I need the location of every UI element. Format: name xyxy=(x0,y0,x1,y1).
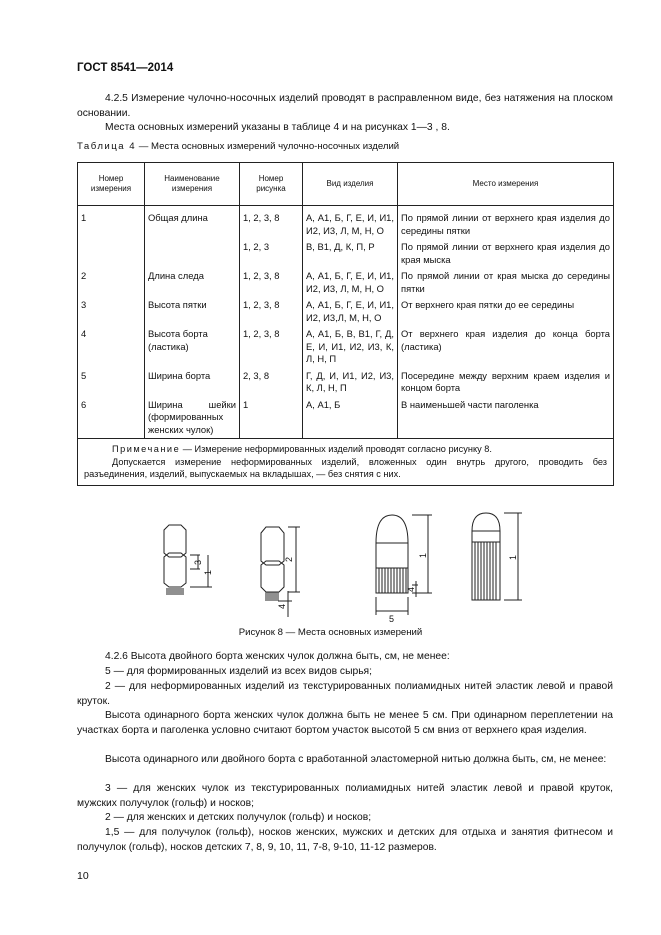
table-cell: 2 xyxy=(78,268,145,297)
table-caption xyxy=(77,141,399,152)
fig-label: 5 xyxy=(389,614,395,623)
page-number: 10 xyxy=(77,870,89,882)
table-cell: Длина следа xyxy=(145,268,240,297)
table-cell: От верхнего края изделия до конца борта (ластика) xyxy=(398,326,614,368)
sock-c-drawing xyxy=(376,515,432,615)
table-cell: 1, 2, 3, 8 xyxy=(240,297,303,326)
table-cell xyxy=(145,239,240,268)
table-row xyxy=(78,206,614,240)
table-cell: По прямой линии от верхнего края изделия до середины пятки xyxy=(398,206,614,240)
table-cell: 6 xyxy=(78,397,145,439)
body-paragraph-2: 5 — для формированных изделий из всех видов сырья; xyxy=(105,666,372,677)
fig-label: 4 xyxy=(277,603,287,609)
table-cell: 2, 3, 8 xyxy=(240,368,303,397)
table-cell: А, А1, Б, В, В1, Г, Д, Е, И, И1, И2, И3, К, Л, Н, П xyxy=(303,326,398,368)
col-header: Номер рисунка xyxy=(240,163,303,206)
table-cell: 1, 2, 3 xyxy=(240,239,303,268)
table-row xyxy=(78,297,614,326)
body-paragraph-5: Высота одинарного или двойного борта с вработанной эластомерной нитью должна быть, см, не менее: xyxy=(105,754,607,765)
table-caption-label: Таблица 4 xyxy=(77,141,137,152)
table-cell: Высота борта (ластика) xyxy=(145,326,240,368)
fig-label: 3 xyxy=(193,559,203,565)
note-line-1: — Измерение неформированных изделий проводят согласно рисунку 8. xyxy=(180,444,492,454)
table-note xyxy=(78,439,614,486)
body-paragraph-8: 1,5 — для получулок (гольф), носков женских, мужских и детских для отдыха и занятия фитнесом и получулок (гольф), носков детских 7, 8, 9, 10, 11, 7-8, 9-10, 11-12 размеров. xyxy=(77,827,613,853)
sock-a-drawing xyxy=(164,525,212,595)
measurements-table xyxy=(77,162,614,486)
col-header: Место измерения xyxy=(398,163,614,206)
table-note-row xyxy=(78,439,614,486)
table-cell: А, А1, Б, Г, Е, И, И1, И2, И3, Л, М, Н, О xyxy=(303,268,398,297)
fig-label: 2 xyxy=(284,556,294,562)
table-cell: 1 xyxy=(240,397,303,439)
fig-label: 1 xyxy=(418,552,428,558)
table-cell: Ширина шейки (формированных женских чулок) xyxy=(145,397,240,439)
table-cell: Высота пятки xyxy=(145,297,240,326)
table-cell: 1, 2, 3, 8 xyxy=(240,268,303,297)
table-cell: А, А1, Б xyxy=(303,397,398,439)
table-cell: В наименьшей части паголенка xyxy=(398,397,614,439)
table-cell: Общая длина xyxy=(145,206,240,240)
intro-paragraph-1: 4.2.5 Измерение чулочно-носочных изделий проводят в расправленном виде, без натяжения на плоском основании. xyxy=(77,93,613,119)
table-cell: 1, 2, 3, 8 xyxy=(240,326,303,368)
table-cell: А, А1, Б, Г, Е, И, И1, И2, И3,Л, М, Н, О xyxy=(303,297,398,326)
figure-caption: Рисунок 8 — Места основных измерений xyxy=(238,627,423,638)
table-cell: А, А1, Б, Г, Е, И, И1, И2, И3, Л, М, Н, О xyxy=(303,206,398,240)
table-cell: Посередине между верхним краем изделия и концом борта xyxy=(398,368,614,397)
table-caption-text: — Места основных измерений чулочно-носочных изделий xyxy=(136,141,400,152)
body-paragraph-3: 2 — для неформированных изделий из текстурированных полиамидных нитей эластик левой и правой круток. xyxy=(77,681,613,707)
table-row xyxy=(78,326,614,368)
table-row xyxy=(78,368,614,397)
note-label: Примечание xyxy=(112,444,181,454)
fig-label: 4 xyxy=(406,586,416,592)
body-paragraph-6: 3 — для женских чулок из текстурированных полиамидных нитей эластик левой и правой круток, мужских получулок (гольф) и носков; xyxy=(77,783,613,809)
table-cell: Ширина борта xyxy=(145,368,240,397)
sock-b-drawing xyxy=(261,527,300,617)
col-header: Наименование измерения xyxy=(145,163,240,206)
table-cell: От верхнего края пятки до ее середины xyxy=(398,297,614,326)
table-cell: По прямой линии от верхнего края изделия до края мыска xyxy=(398,239,614,268)
table-row xyxy=(78,239,614,268)
fig-label: 1 xyxy=(203,569,213,575)
note-line-2: Допускается измерение неформированных изделий, вложенных один внутрь другого, проводить без разъединения, изделий, выпускаемых на вкладышах, — без снятия с них. xyxy=(84,456,607,479)
fig-label: 1 xyxy=(508,554,518,560)
table-cell: В, В1, Д, К, П, Р xyxy=(303,239,398,268)
body-paragraph-4: Высота одинарного борта женских чулок должна быть не менее 5 см. При одинарном переплетении на участках борта и паголенка условно считают бортом участок высотой 5 см вниз от верхнего края изделия. xyxy=(77,710,613,736)
table-cell: 1 xyxy=(78,206,145,240)
table-cell: 4 xyxy=(78,326,145,368)
table-cell: По прямой линии от края мыска до середины пятки xyxy=(398,268,614,297)
body-paragraph-1: 4.2.6 Высота двойного борта женских чулок должна быть, см, не менее: xyxy=(105,651,450,662)
col-header: Номер измерения xyxy=(78,163,145,206)
table-cell: Г, Д, И, И1, И2, И3, К, Л, Н, П xyxy=(303,368,398,397)
intro-paragraph-2: Места основных измерений указаны в таблице 4 и на рисунках 1—3 , 8. xyxy=(105,122,450,133)
figure-8-drawing xyxy=(150,505,540,623)
table-row xyxy=(78,397,614,439)
table-cell: 1, 2, 3, 8 xyxy=(240,206,303,240)
table-header-row xyxy=(78,163,614,206)
table-cell: 5 xyxy=(78,368,145,397)
col-header: Вид изделия xyxy=(303,163,398,206)
standard-header: ГОСТ 8541—2014 xyxy=(77,62,174,74)
body-paragraph-7: 2 — для женских и детских получулок (гольф) и носков; xyxy=(105,812,372,823)
table-cell: 3 xyxy=(78,297,145,326)
table-cell xyxy=(78,239,145,268)
table-row xyxy=(78,268,614,297)
